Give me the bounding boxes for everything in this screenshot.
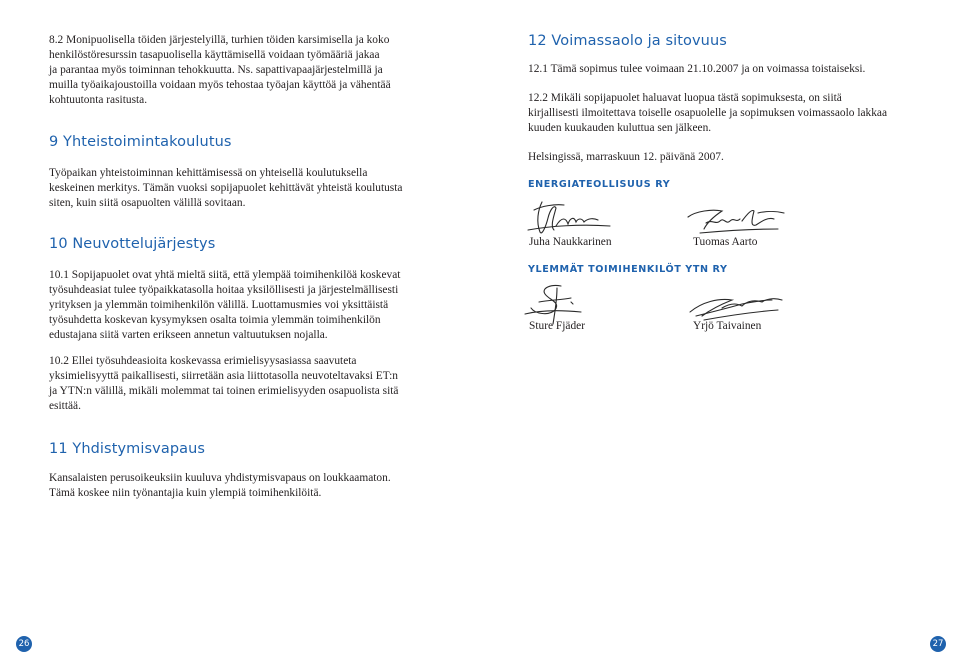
signature-naukkarinen <box>520 196 630 238</box>
section-10-paragraph-2: 10.2 Ellei työsuhdeasioita koskevassa erimielisyysasiassa saavuteta yksimielisyyttä paikallisesti, siirretään asia liittotasolla neuvoteltavaksi ET:n ja YTN:n välillä, mikäli molemmat tai toinen erimielisyyden osapuolista sitä esittää. <box>49 355 399 412</box>
section-10-heading: 10 Neuvottelujärjestys <box>49 236 216 252</box>
section-12-heading: 12 Voimassaolo ja sitovuus <box>528 33 727 49</box>
section-11-heading: 11 Yhdistymisvapaus <box>49 441 206 457</box>
org-ytn: YLEMMÄT TOIMIHENKILÖT YTN RY <box>528 264 728 275</box>
section-10-paragraph-1: 10.1 Sopijapuolet ovat yhtä mieltä siitä, että ylempää toimihenkilöä koskevat työsuhdeasiat tulee työpaikkatasolla hoitaa yksilöllisesti ja järjestelmällisesti yrityksen ja ylemmän toimihenkilön välillä. Luottamusmies voi yksittäistä työsuhdetta koskevan kysymyksen osalta toimia ylemmän toimihenkilön edustajana siitä varten erikseen annetun valtuutuksen nojalla. <box>49 269 401 341</box>
signer-name-3: Sture Fjäder <box>529 320 585 332</box>
section-9-body: Työpaikan yhteistoiminnan kehittämisessä on yhteisellä koulutuksella keskeinen merkitys. Tämän vuoksi sopijapuolet kehittävät yhteistä koulutusta siten, kuin siitä osapuolten välillä sovitaan. <box>49 167 403 209</box>
section-12-paragraph-2: 12.2 Mikäli sopijapuolet haluavat luopua tästä sopimuksesta, on siitä kirjallisesti ilmoitettava toiselle osapuolelle ja sopimuksen voimassaolo lakkaa kuuden kuukauden kuluttua sen jälkeen. <box>528 92 888 134</box>
section-11-body: Kansalaisten perusoikeuksiin kuuluva yhdistymisvapaus on loukkaamaton. Tämä koskee niin työnantajia kuin ylempiä toimihenkilöitä. <box>49 472 391 499</box>
section-12-paragraph-1: 12.1 Tämä sopimus tulee voimaan 21.10.2007 ja on voimassa toistaiseksi. <box>528 63 866 75</box>
signer-name-4: Yrjö Taivainen <box>693 320 762 332</box>
signer-name-1: Juha Naukkarinen <box>529 236 612 248</box>
intro-paragraph: 8.2 Monipuolisella töiden järjestelyillä, turhien töiden karsimisella ja koko henkilöstöresurssin tasapuolisella käyttämisellä voidaan työmääriä jakaa ja parantaa myös toiminnan tehokkuutta. Ns. sapattivapaajärjestelmillä ja muilla työaikajoustoilla voidaan myös tehostaa työajan käyttöä ja vähentää kohtuutonta rasitusta. <box>49 34 391 106</box>
signer-name-2: Tuomas Aarto <box>693 236 758 248</box>
section-9-heading: 9 Yhteistoimintakoulutus <box>49 134 232 150</box>
place-and-date: Helsingissä, marraskuun 12. päivänä 2007. <box>528 151 724 163</box>
page-number-left: 26 <box>16 636 32 652</box>
signature-taivainen <box>682 290 792 324</box>
signature-aarto <box>682 203 794 239</box>
page-number-right: 27 <box>930 636 946 652</box>
org-energiateollisuus: ENERGIATEOLLISUUS RY <box>528 179 671 190</box>
